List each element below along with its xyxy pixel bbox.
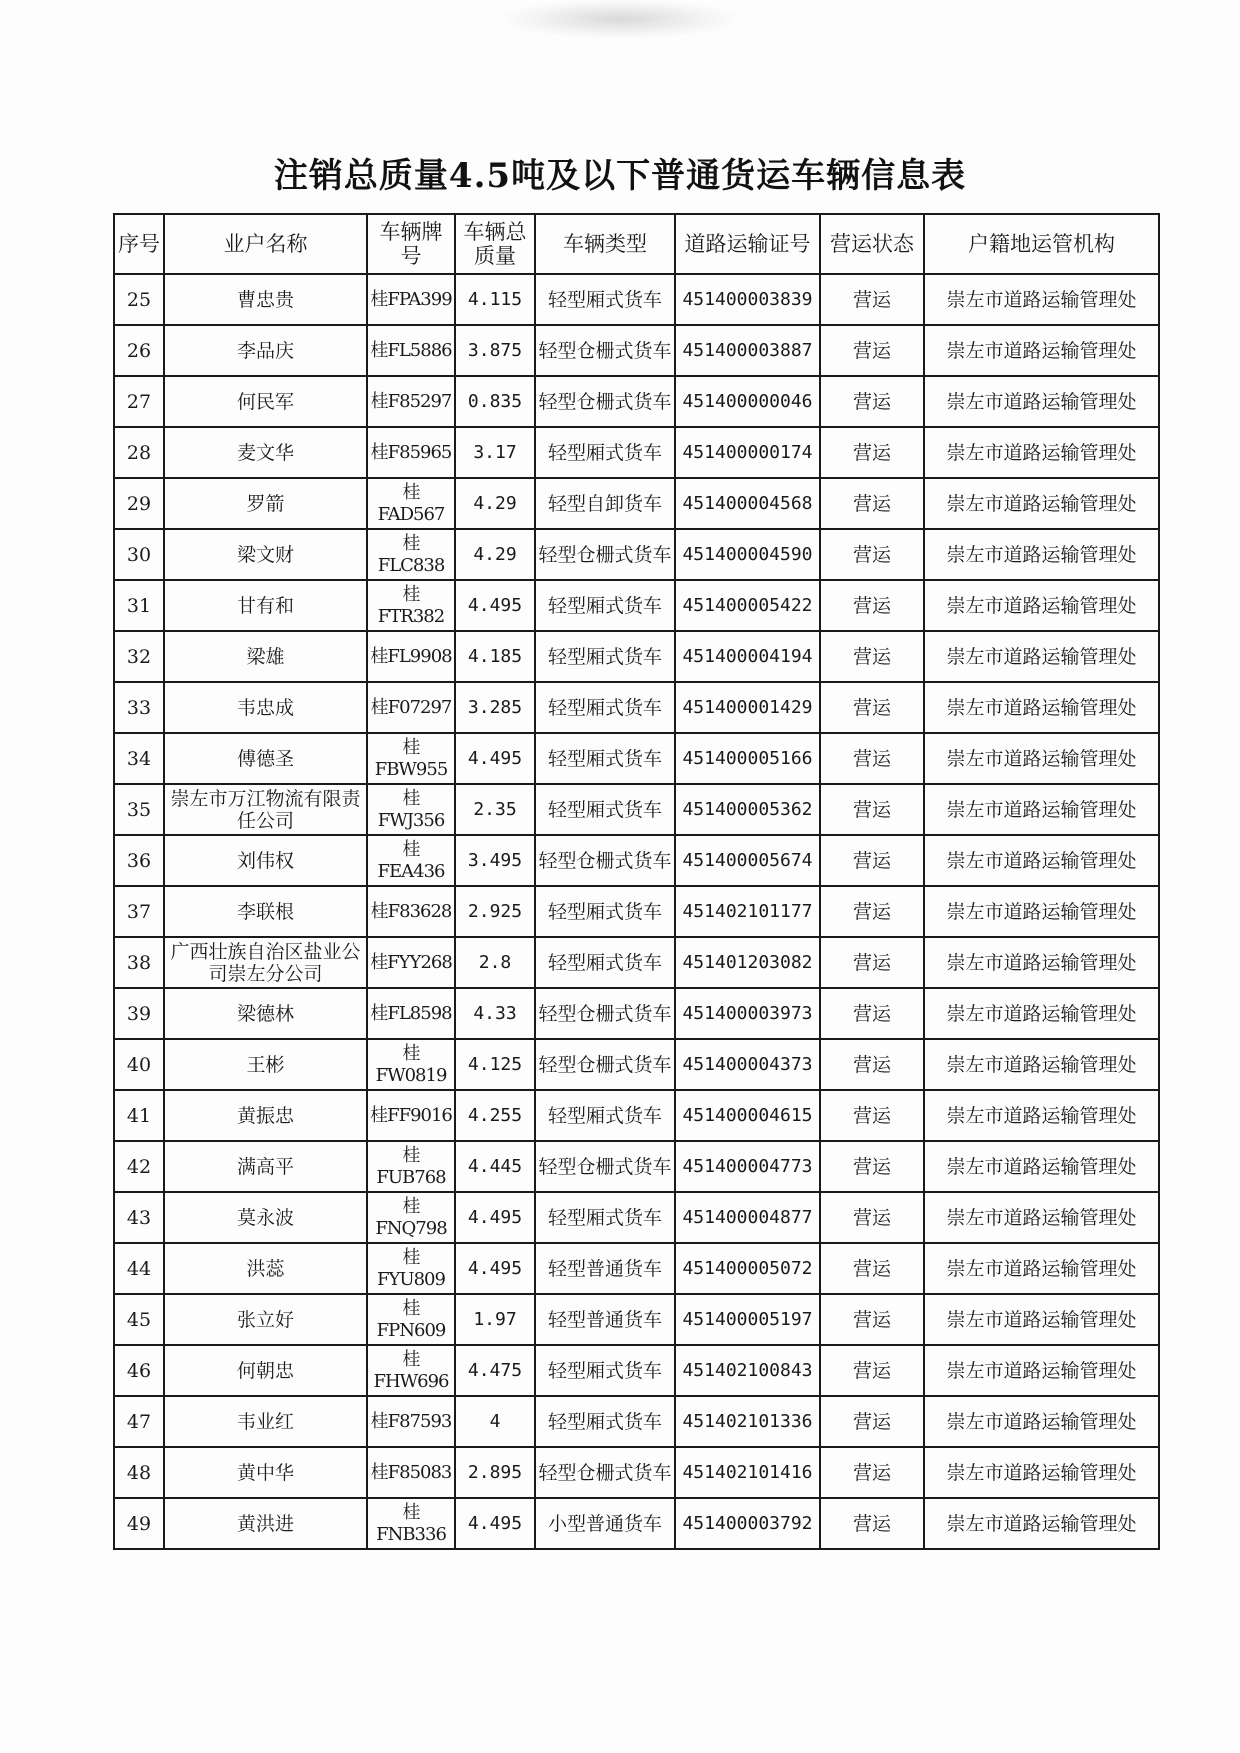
cell-vehicle-type: 轻型厢式货车 (535, 937, 675, 988)
cell-vehicle-type: 轻型仓栅式货车 (535, 1447, 675, 1498)
cell-owner: 黄洪进 (164, 1498, 367, 1549)
cell-status: 营运 (820, 1345, 924, 1396)
cell-no: 33 (114, 682, 164, 733)
cell-vehicle-type: 轻型仓栅式货车 (535, 1039, 675, 1090)
cell-cert-no: 451400004615 (675, 1090, 820, 1141)
cell-agency: 崇左市道路运输管理处 (924, 580, 1159, 631)
cell-agency: 崇左市道路运输管理处 (924, 1141, 1159, 1192)
cell-agency: 崇左市道路运输管理处 (924, 274, 1159, 325)
cell-status: 营运 (820, 733, 924, 784)
cell-cert-no: 451400000174 (675, 427, 820, 478)
cell-cert-no: 451400001429 (675, 682, 820, 733)
table-row (114, 529, 1159, 580)
cell-cert-no: 451400004590 (675, 529, 820, 580)
table-row (114, 835, 1159, 886)
cell-mass: 4.125 (455, 1039, 535, 1090)
cell-mass: 4.495 (455, 1243, 535, 1294)
cell-owner: 刘伟权 (164, 835, 367, 886)
cell-agency: 崇左市道路运输管理处 (924, 733, 1159, 784)
cell-status: 营运 (820, 580, 924, 631)
table-row (114, 1090, 1159, 1141)
cell-plate: 桂FW0819 (367, 1039, 455, 1090)
cell-plate: 桂FLC838 (367, 529, 455, 580)
cell-agency: 崇左市道路运输管理处 (924, 376, 1159, 427)
column-header-agency: 户籍地运管机构 (924, 214, 1159, 274)
cell-vehicle-type: 轻型厢式货车 (535, 631, 675, 682)
cell-no: 34 (114, 733, 164, 784)
cell-status: 营运 (820, 784, 924, 835)
table-row (114, 937, 1159, 988)
column-header-no: 序号 (114, 214, 164, 274)
column-header-cert: 道路运输证号 (675, 214, 820, 274)
cell-agency: 崇左市道路运输管理处 (924, 1498, 1159, 1549)
cell-status: 营运 (820, 937, 924, 988)
cell-no: 45 (114, 1294, 164, 1345)
cell-plate: 桂F85083 (367, 1447, 455, 1498)
cell-vehicle-type: 轻型自卸货车 (535, 478, 675, 529)
cell-agency: 崇左市道路运输管理处 (924, 427, 1159, 478)
cell-no: 40 (114, 1039, 164, 1090)
cell-owner: 莫永波 (164, 1192, 367, 1243)
table-row (114, 1039, 1159, 1090)
cell-mass: 4.29 (455, 529, 535, 580)
cell-no: 44 (114, 1243, 164, 1294)
table-row (114, 1447, 1159, 1498)
cell-agency: 崇左市道路运输管理处 (924, 937, 1159, 988)
cell-plate: 桂FYU809 (367, 1243, 455, 1294)
table-row (114, 733, 1159, 784)
cell-mass: 1.97 (455, 1294, 535, 1345)
cell-mass: 4.185 (455, 631, 535, 682)
cell-status: 营运 (820, 1039, 924, 1090)
cell-cert-no: 451400003839 (675, 274, 820, 325)
cell-mass: 3.285 (455, 682, 535, 733)
table-row (114, 1396, 1159, 1447)
cell-no: 39 (114, 988, 164, 1039)
cell-cert-no: 451400005422 (675, 580, 820, 631)
cell-owner: 崇左市万江物流有限责任公司 (164, 784, 367, 835)
cell-owner: 曹忠贵 (164, 274, 367, 325)
cell-plate: 桂FAD567 (367, 478, 455, 529)
cell-plate: 桂FNQ798 (367, 1192, 455, 1243)
cell-status: 营运 (820, 376, 924, 427)
cell-status: 营运 (820, 1294, 924, 1345)
cell-owner: 甘有和 (164, 580, 367, 631)
cell-vehicle-type: 轻型仓栅式货车 (535, 529, 675, 580)
cell-owner: 麦文华 (164, 427, 367, 478)
cell-status: 营运 (820, 1192, 924, 1243)
table-row (114, 631, 1159, 682)
cell-plate: 桂FTR382 (367, 580, 455, 631)
table-row (114, 886, 1159, 937)
table-row (114, 784, 1159, 835)
column-header-owner: 业户名称 (164, 214, 367, 274)
cell-agency: 崇左市道路运输管理处 (924, 529, 1159, 580)
cell-owner: 罗箭 (164, 478, 367, 529)
cell-cert-no: 451401203082 (675, 937, 820, 988)
table-row (114, 1345, 1159, 1396)
cell-status: 营运 (820, 1396, 924, 1447)
table-row (114, 988, 1159, 1039)
cell-cert-no: 451400003973 (675, 988, 820, 1039)
cell-owner: 梁德林 (164, 988, 367, 1039)
cell-cert-no: 451400003887 (675, 325, 820, 376)
cell-owner: 韦业红 (164, 1396, 367, 1447)
cell-mass: 4.33 (455, 988, 535, 1039)
table-row (114, 427, 1159, 478)
table-row (114, 478, 1159, 529)
cell-owner: 张立好 (164, 1294, 367, 1345)
table-header-row (114, 214, 1159, 274)
cell-cert-no: 451400004373 (675, 1039, 820, 1090)
column-header-mass: 车辆总质量 (455, 214, 535, 274)
cell-cert-no: 451400005362 (675, 784, 820, 835)
cell-cert-no: 451400005072 (675, 1243, 820, 1294)
cell-owner: 王彬 (164, 1039, 367, 1090)
cell-agency: 崇左市道路运输管理处 (924, 1039, 1159, 1090)
cell-owner: 何民军 (164, 376, 367, 427)
cell-mass: 4.495 (455, 1498, 535, 1549)
cell-no: 37 (114, 886, 164, 937)
cell-owner: 李品庆 (164, 325, 367, 376)
cell-plate: 桂F87593 (367, 1396, 455, 1447)
cell-agency: 崇左市道路运输管理处 (924, 784, 1159, 835)
cell-status: 营运 (820, 988, 924, 1039)
cell-owner: 梁文财 (164, 529, 367, 580)
cell-no: 43 (114, 1192, 164, 1243)
cell-vehicle-type: 轻型普通货车 (535, 1294, 675, 1345)
cell-no: 41 (114, 1090, 164, 1141)
cell-owner: 何朝忠 (164, 1345, 367, 1396)
cell-plate: 桂F07297 (367, 682, 455, 733)
cell-agency: 崇左市道路运输管理处 (924, 1345, 1159, 1396)
cell-no: 47 (114, 1396, 164, 1447)
cell-status: 营运 (820, 1090, 924, 1141)
table-row (114, 1294, 1159, 1345)
cell-agency: 崇左市道路运输管理处 (924, 631, 1159, 682)
cell-vehicle-type: 轻型厢式货车 (535, 1396, 675, 1447)
cell-no: 31 (114, 580, 164, 631)
cell-no: 48 (114, 1447, 164, 1498)
cell-cert-no: 451402101177 (675, 886, 820, 937)
cell-status: 营运 (820, 274, 924, 325)
table-row (114, 325, 1159, 376)
cell-owner: 韦忠成 (164, 682, 367, 733)
cell-no: 32 (114, 631, 164, 682)
cell-vehicle-type: 轻型厢式货车 (535, 733, 675, 784)
cell-mass: 4.495 (455, 1192, 535, 1243)
cell-mass: 4.115 (455, 274, 535, 325)
table-row (114, 1141, 1159, 1192)
cell-agency: 崇左市道路运输管理处 (924, 1447, 1159, 1498)
cell-vehicle-type: 轻型仓栅式货车 (535, 1141, 675, 1192)
cell-cert-no: 451402101336 (675, 1396, 820, 1447)
cell-cert-no: 451400005197 (675, 1294, 820, 1345)
cell-no: 25 (114, 274, 164, 325)
table-row (114, 274, 1159, 325)
cell-agency: 崇左市道路运输管理处 (924, 988, 1159, 1039)
cell-mass: 2.8 (455, 937, 535, 988)
cell-agency: 崇左市道路运输管理处 (924, 1243, 1159, 1294)
cell-plate: 桂FL8598 (367, 988, 455, 1039)
table-row (114, 682, 1159, 733)
cell-vehicle-type: 轻型厢式货车 (535, 886, 675, 937)
cell-owner: 洪蕊 (164, 1243, 367, 1294)
cell-owner: 傅德圣 (164, 733, 367, 784)
cell-no: 29 (114, 478, 164, 529)
cell-mass: 4.445 (455, 1141, 535, 1192)
cell-plate: 桂FL9908 (367, 631, 455, 682)
column-header-status: 营运状态 (820, 214, 924, 274)
cell-plate: 桂FBW955 (367, 733, 455, 784)
cell-no: 36 (114, 835, 164, 886)
cell-plate: 桂FWJ356 (367, 784, 455, 835)
cell-status: 营运 (820, 478, 924, 529)
cell-agency: 崇左市道路运输管理处 (924, 1396, 1159, 1447)
cell-agency: 崇左市道路运输管理处 (924, 325, 1159, 376)
cell-agency: 崇左市道路运输管理处 (924, 478, 1159, 529)
cell-cert-no: 451400004194 (675, 631, 820, 682)
cell-no: 46 (114, 1345, 164, 1396)
cell-agency: 崇左市道路运输管理处 (924, 1090, 1159, 1141)
cell-owner: 黄中华 (164, 1447, 367, 1498)
cell-mass: 4.29 (455, 478, 535, 529)
cell-mass: 4.495 (455, 580, 535, 631)
cell-plate: 桂FPA399 (367, 274, 455, 325)
cell-mass: 3.17 (455, 427, 535, 478)
cell-mass: 3.875 (455, 325, 535, 376)
cell-vehicle-type: 轻型仓栅式货车 (535, 325, 675, 376)
cell-vehicle-type: 轻型仓栅式货车 (535, 988, 675, 1039)
cell-plate: 桂FHW696 (367, 1345, 455, 1396)
cell-vehicle-type: 小型普通货车 (535, 1498, 675, 1549)
cell-mass: 0.835 (455, 376, 535, 427)
cell-owner: 李联根 (164, 886, 367, 937)
cell-vehicle-type: 轻型厢式货车 (535, 274, 675, 325)
cell-mass: 3.495 (455, 835, 535, 886)
table-row (114, 580, 1159, 631)
cell-vehicle-type: 轻型厢式货车 (535, 1345, 675, 1396)
cell-vehicle-type: 轻型仓栅式货车 (535, 835, 675, 886)
cell-agency: 崇左市道路运输管理处 (924, 682, 1159, 733)
vehicle-info-table (113, 213, 1160, 1550)
cell-status: 营运 (820, 1498, 924, 1549)
cell-vehicle-type: 轻型厢式货车 (535, 427, 675, 478)
cell-mass: 4 (455, 1396, 535, 1447)
cell-status: 营运 (820, 1447, 924, 1498)
cell-plate: 桂FYY268 (367, 937, 455, 988)
cell-no: 27 (114, 376, 164, 427)
cell-status: 营运 (820, 1243, 924, 1294)
cell-no: 28 (114, 427, 164, 478)
table-row (114, 1243, 1159, 1294)
table-row (114, 1498, 1159, 1549)
cell-no: 38 (114, 937, 164, 988)
cell-no: 30 (114, 529, 164, 580)
cell-plate: 桂FEA436 (367, 835, 455, 886)
cell-cert-no: 451400003792 (675, 1498, 820, 1549)
cell-no: 35 (114, 784, 164, 835)
cell-vehicle-type: 轻型厢式货车 (535, 784, 675, 835)
cell-agency: 崇左市道路运输管理处 (924, 1294, 1159, 1345)
cell-owner: 黄振忠 (164, 1090, 367, 1141)
cell-status: 营运 (820, 325, 924, 376)
cell-status: 营运 (820, 631, 924, 682)
cell-status: 营运 (820, 427, 924, 478)
cell-cert-no: 451402101416 (675, 1447, 820, 1498)
cell-vehicle-type: 轻型普通货车 (535, 1243, 675, 1294)
cell-plate: 桂FL5886 (367, 325, 455, 376)
cell-agency: 崇左市道路运输管理处 (924, 835, 1159, 886)
cell-vehicle-type: 轻型厢式货车 (535, 682, 675, 733)
cell-cert-no: 451400004877 (675, 1192, 820, 1243)
cell-plate: 桂F85965 (367, 427, 455, 478)
cell-plate: 桂FPN609 (367, 1294, 455, 1345)
cell-mass: 4.255 (455, 1090, 535, 1141)
cell-cert-no: 451400005166 (675, 733, 820, 784)
document-title: 注销总质量4.5吨及以下普通货运车辆信息表 (273, 156, 967, 196)
cell-cert-no: 451402100843 (675, 1345, 820, 1396)
cell-mass: 4.495 (455, 733, 535, 784)
cell-mass: 2.895 (455, 1447, 535, 1498)
cell-cert-no: 451400000046 (675, 376, 820, 427)
cell-cert-no: 451400004773 (675, 1141, 820, 1192)
cell-status: 营运 (820, 682, 924, 733)
cell-cert-no: 451400004568 (675, 478, 820, 529)
cell-plate: 桂F83628 (367, 886, 455, 937)
cell-vehicle-type: 轻型仓栅式货车 (535, 376, 675, 427)
cell-mass: 2.35 (455, 784, 535, 835)
cell-plate: 桂F85297 (367, 376, 455, 427)
cell-vehicle-type: 轻型厢式货车 (535, 1192, 675, 1243)
column-header-plate: 车辆牌号 (367, 214, 455, 274)
column-header-type: 车辆类型 (535, 214, 675, 274)
table-body (114, 274, 1159, 1549)
cell-cert-no: 451400005674 (675, 835, 820, 886)
cell-vehicle-type: 轻型厢式货车 (535, 580, 675, 631)
cell-owner: 广西壮族自治区盐业公司崇左分公司 (164, 937, 367, 988)
cell-plate: 桂FF9016 (367, 1090, 455, 1141)
cell-mass: 2.925 (455, 886, 535, 937)
cell-agency: 崇左市道路运输管理处 (924, 886, 1159, 937)
cell-no: 49 (114, 1498, 164, 1549)
cell-mass: 4.475 (455, 1345, 535, 1396)
cell-agency: 崇左市道路运输管理处 (924, 1192, 1159, 1243)
table-row (114, 376, 1159, 427)
table-row (114, 1192, 1159, 1243)
scan-artifact (505, 0, 735, 38)
cell-status: 营运 (820, 835, 924, 886)
cell-no: 26 (114, 325, 164, 376)
cell-plate: 桂FUB768 (367, 1141, 455, 1192)
cell-owner: 梁雄 (164, 631, 367, 682)
cell-status: 营运 (820, 1141, 924, 1192)
cell-owner: 满高平 (164, 1141, 367, 1192)
cell-status: 营运 (820, 886, 924, 937)
cell-plate: 桂FNB336 (367, 1498, 455, 1549)
cell-status: 营运 (820, 529, 924, 580)
cell-vehicle-type: 轻型厢式货车 (535, 1090, 675, 1141)
cell-no: 42 (114, 1141, 164, 1192)
